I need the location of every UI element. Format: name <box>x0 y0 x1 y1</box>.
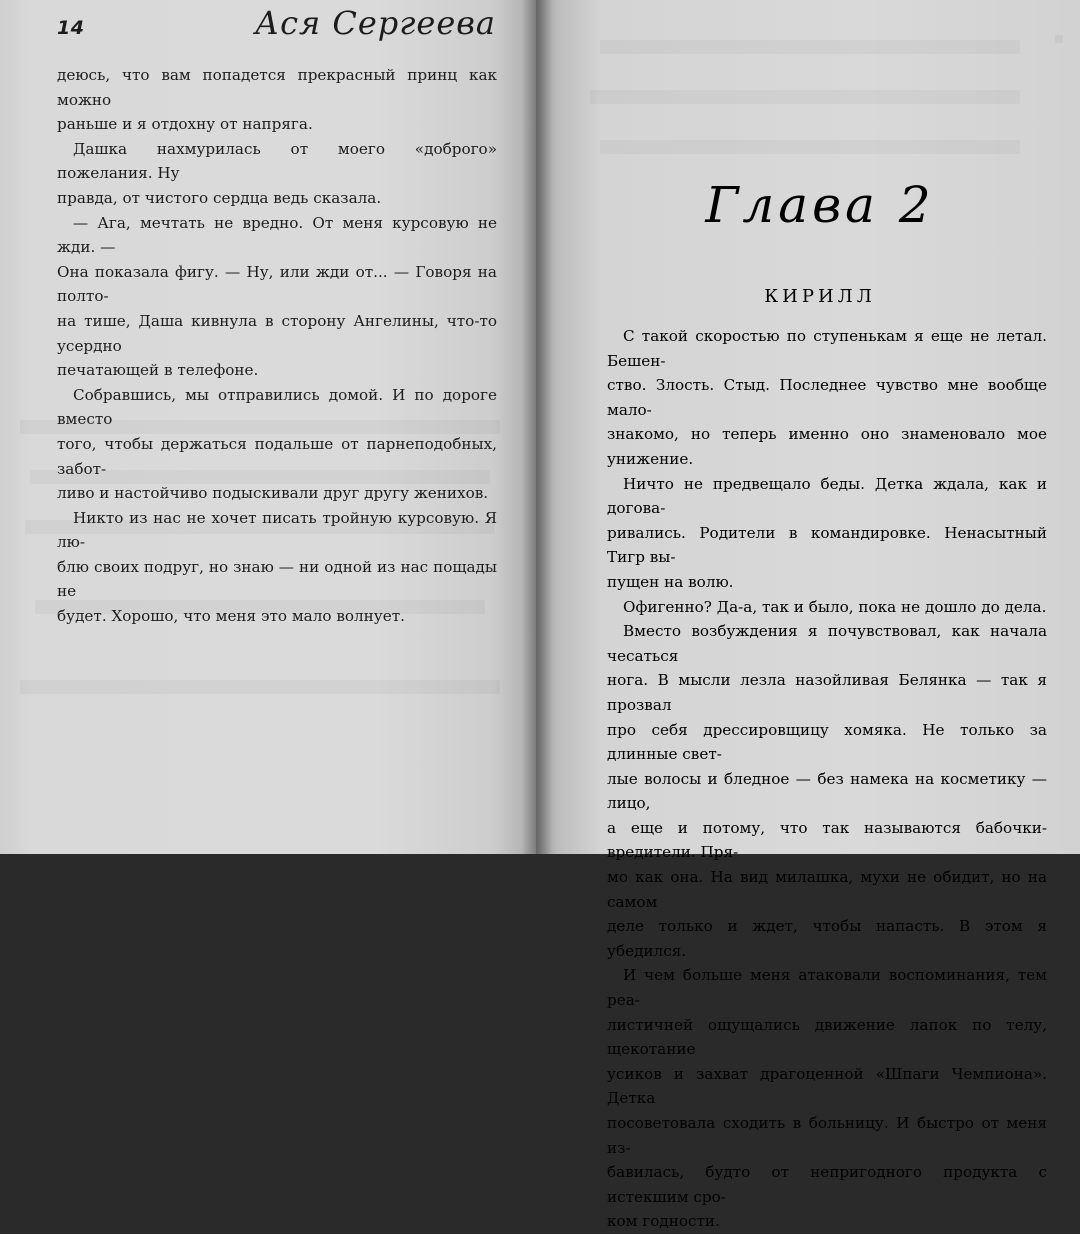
text-line: блю своих подруг, но знаю — ни одной из нас пощады не <box>57 557 497 601</box>
left-page-body <box>57 63 497 629</box>
text-line: пущен на волю. <box>607 572 734 591</box>
text-line: Вместо возбуждения я почувствовал, как начала чесаться <box>607 622 1047 665</box>
text-line: Она показала фигу. — Ну, или жди от... — Говоря на полто- <box>57 262 497 306</box>
text-line: Офигенно? Да-а, так и было, пока не дошло до дела. <box>623 597 1047 616</box>
text-line: печатающей в телефоне. <box>57 361 259 380</box>
bleed-through-text <box>590 90 1020 104</box>
text-line: И чем больше меня атаковали воспоминания, тем реа- <box>607 966 1047 1010</box>
text-line: Никто из нас не хочет писать тройную курсовую. Я лю- <box>57 508 497 552</box>
text-line: ство. Злость. Стыд. Последнее чувство мне вообще мало- <box>607 376 1047 419</box>
text-line: Ничто не предвещало беды. Детка ждала, как и догова- <box>607 474 1047 518</box>
text-line: нога. В мысли лезла назойливая Белянка — так я прозвал <box>607 671 1047 714</box>
text-line: правда, от чистого сердца ведь сказала. <box>57 188 382 207</box>
text-line: — Ага, мечтать не вредно. От меня курсовую не жди. — <box>57 213 497 257</box>
text-line: Дашка нахмурилась от моего «доброго» пожелания. Ну <box>57 139 497 183</box>
bleed-through-text <box>20 680 500 694</box>
text-line: будет. Хорошо, что меня это мало волнует. <box>57 607 405 626</box>
text-line: бавилась, будто от непригодного продукта с истекшим сро- <box>607 1163 1047 1206</box>
right-page-body <box>607 324 1047 1234</box>
text-line: мо как она. На вид милашка, мухи не обидит, но на самом <box>607 868 1047 911</box>
text-line: деюсь, что вам попадется прекрасный принц как можно <box>57 66 497 109</box>
text-line: про себя дрессировщицу хомяка. Не только за длинные свет- <box>607 720 1047 764</box>
text-line: раньше и я отдохну от напряга. <box>57 115 313 134</box>
page-number: 14 <box>57 17 85 39</box>
camera-badge-icon: ▪ <box>1053 28 1065 47</box>
text-line: ливо и настойчиво подыскивали друг другу женихов. <box>57 484 489 503</box>
bleed-through-text <box>600 140 1020 154</box>
book-gutter <box>522 0 552 854</box>
text-line: Собравшись, мы отправились домой. И по дороге вместо <box>57 385 497 429</box>
text-line: а еще и потому, что так называются бабочки-вредители. Пря- <box>607 818 1047 862</box>
text-line: С такой скоростью по ступенькам я еще не летал. Бешен- <box>607 327 1047 370</box>
text-line: посоветовала сходить в больницу. И быстро от меня из- <box>607 1114 1047 1157</box>
text-line: ком годности. <box>607 1212 720 1231</box>
text-line: знакомо, но теперь именно оно знаменовало мое унижение. <box>607 425 1047 468</box>
text-line: лые волосы и бледное — без намека на косметику — лицо, <box>607 769 1047 813</box>
running-head-author: Ася Сергеева <box>254 4 496 42</box>
left-page <box>0 0 536 854</box>
text-line: деле только и ждет, чтобы напасть. В этом я убедился. <box>607 917 1047 960</box>
text-line: того, чтобы держаться подальше от парнеподобных, забот- <box>57 434 497 478</box>
bleed-through-text <box>600 40 1020 54</box>
text-line: на тише, Даша кивнула в сторону Ангелины, что-то усердно <box>57 311 497 355</box>
chapter-title: Глава 2 <box>705 176 935 234</box>
text-line: ривались. Родители в командировке. Ненасытный Тигр вы- <box>607 523 1047 567</box>
chapter-subtitle: КИРИЛЛ <box>764 286 876 307</box>
text-line: листичней ощущались движение лапок по телу, щекотание <box>607 1015 1047 1059</box>
text-line: усиков и захват драгоценной «Шпаги Чемпиона». Детка <box>607 1064 1047 1108</box>
